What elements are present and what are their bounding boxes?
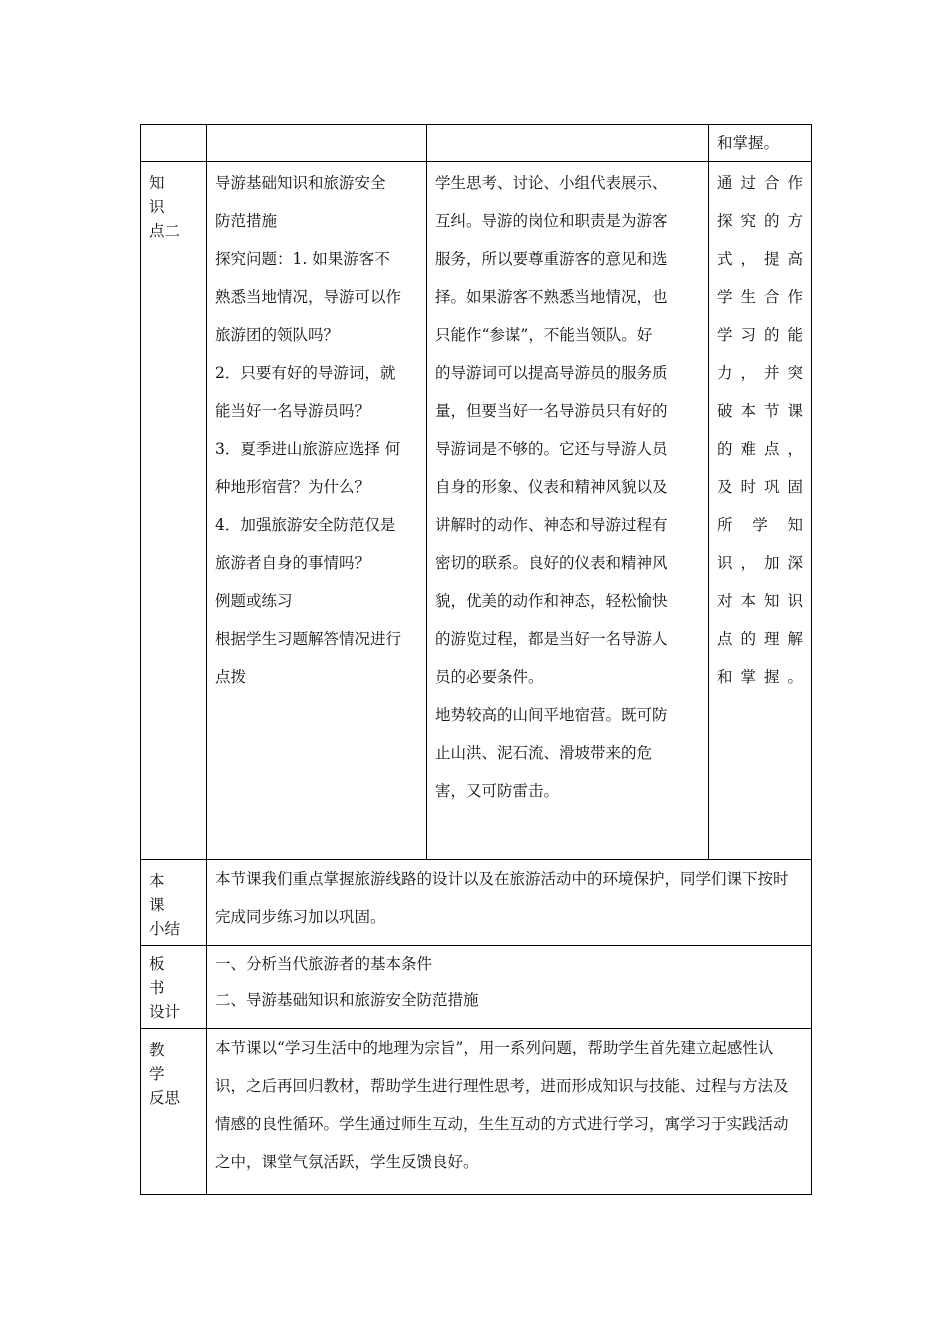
content-line: 熟悉当地情况，导游可以作 [215, 288, 402, 306]
content-line: 能当好一名导游员吗？ [215, 402, 371, 420]
purpose-line: 点的理解 [717, 630, 803, 648]
cell-empty-label [141, 125, 207, 162]
activity-line: 导游词是不够的。它还与导游人员 [435, 440, 668, 458]
purpose-line: 所学知 [717, 516, 803, 534]
purpose-line: 力，并突 [717, 364, 803, 382]
board-line-2: 二、导游基础知识和旅游安全防范措施 [215, 991, 479, 1009]
cell-empty-activity [427, 125, 709, 162]
label-line: 板 书 [149, 955, 165, 997]
cell-empty-content [207, 125, 427, 162]
activity-line: 害，又可防雷击。 [435, 782, 560, 800]
purpose-line: 对本知识 [717, 592, 803, 610]
table-row-continuation [141, 125, 812, 162]
label-line: 知 识 [149, 174, 165, 216]
summary-text: 本节课我们重点掌握旅游线路的设计以及在旅游活动中的环境保护，同学们课下按时完成同步练习加以巩固。 [215, 870, 789, 926]
activity-line: 学生思考、讨论、小组代表展示、 [435, 174, 668, 192]
content-line: 例题或练习 [215, 592, 293, 610]
purpose-line: 及时巩固 [717, 478, 803, 496]
activity-line: 员的必要条件。 [435, 668, 544, 686]
purpose-line: 通过合作 [717, 174, 803, 192]
activity-line: 择。如果游客不熟悉当地情况，也 [435, 288, 668, 306]
cell-continuation-purpose [709, 125, 812, 162]
reflection-text: 本节课以“学习生活中的地理为宗旨”，用一系列问题，帮助学生首先建立起感性认识，之后再回归教材，帮助学生进行理性思考，进而形成知识与技能、过程与方法及情感的良性循环。学生通过师生互动，生生互动的方式进行学习，寓学习于实践活动之中，课堂气氛活跃，学生反馈良好。 [215, 1039, 789, 1171]
label-line: 本 课 [149, 872, 165, 914]
activity-line: 的导游词可以提高导游员的服务质 [435, 364, 668, 382]
purpose-line: 破本节课 [717, 402, 803, 420]
content-line: 4．加强旅游安全防范仅是 [215, 516, 396, 534]
cell-student-activity [427, 162, 709, 860]
content-line: 种地形宿营？为什么？ [215, 478, 371, 496]
purpose-line: 式，提高 [717, 250, 803, 268]
content-line: 2．只要有好的导游词，就 [215, 364, 396, 382]
content-line: 导游基础知识和旅游安全 [215, 174, 386, 192]
label-line: 反思 [149, 1089, 181, 1107]
purpose-line: 学习的能 [717, 326, 803, 344]
purpose-line: 识，加深 [717, 554, 803, 572]
cell-label-board [141, 946, 207, 1029]
content-line: 探究问题：1. 如果游客不 [215, 250, 390, 268]
cell-design-purpose [709, 162, 812, 860]
activity-line: 止山洪、泥石流、滑坡带来的危 [435, 744, 653, 762]
label-line: 设计 [149, 1003, 181, 1021]
content-line: 旅游团的领队吗？ [215, 326, 340, 344]
label-line: 教 学 [149, 1041, 165, 1083]
activity-line: 自身的形象、仪表和精神风貌以及 [435, 478, 668, 496]
activity-line: 量，但要当好一名导游员只有好的 [435, 402, 668, 420]
cell-label-knowledge-point [141, 162, 207, 860]
content-line: 3．夏季进山旅游应选择 何 [215, 440, 401, 458]
table-row-board-design [141, 946, 812, 1029]
table-row-knowledge-point-2 [141, 162, 812, 860]
cell-teaching-content [207, 162, 427, 860]
purpose-line: 和掌握。 [717, 668, 803, 686]
label-line: 小结 [149, 920, 181, 938]
cell-board-text [207, 946, 812, 1029]
lesson-table [140, 124, 812, 1195]
purpose-continuation-text: 和掌握。 [717, 134, 780, 152]
cell-label-reflection [141, 1029, 207, 1195]
content-line: 防范措施 [215, 212, 278, 230]
table-row-summary [141, 860, 812, 946]
board-line-1: 一、分析当代旅游者的基本条件 [215, 955, 433, 973]
purpose-line: 的难点， [717, 440, 803, 458]
table-row-reflection [141, 1029, 812, 1195]
activity-line: 只能作“参谋”，不能当领队。好 [435, 326, 653, 344]
purpose-line: 学生合作 [717, 288, 803, 306]
activity-line: 貌，优美的动作和神态，轻松愉快 [435, 592, 668, 610]
activity-line: 地势较高的山间平地宿营。既可防 [435, 706, 668, 724]
label-line: 点二 [149, 222, 181, 240]
cell-summary-text [207, 860, 812, 946]
content-line: 根据学生习题解答情况进行 [215, 630, 402, 648]
activity-line: 讲解时的动作、神态和导游过程有 [435, 516, 668, 534]
activity-line: 的游览过程，都是当好一名导游人 [435, 630, 668, 648]
content-line: 点拨 [215, 668, 247, 686]
purpose-line: 探究的方 [717, 212, 803, 230]
activity-line: 互纠。导游的岗位和职责是为游客 [435, 212, 668, 230]
cell-reflection-text [207, 1029, 812, 1195]
activity-line: 密切的联系。良好的仪表和精神风 [435, 554, 668, 572]
content-line: 旅游者自身的事情吗？ [215, 554, 371, 572]
activity-line: 服务，所以要尊重游客的意见和选 [435, 250, 668, 268]
cell-label-summary [141, 860, 207, 946]
